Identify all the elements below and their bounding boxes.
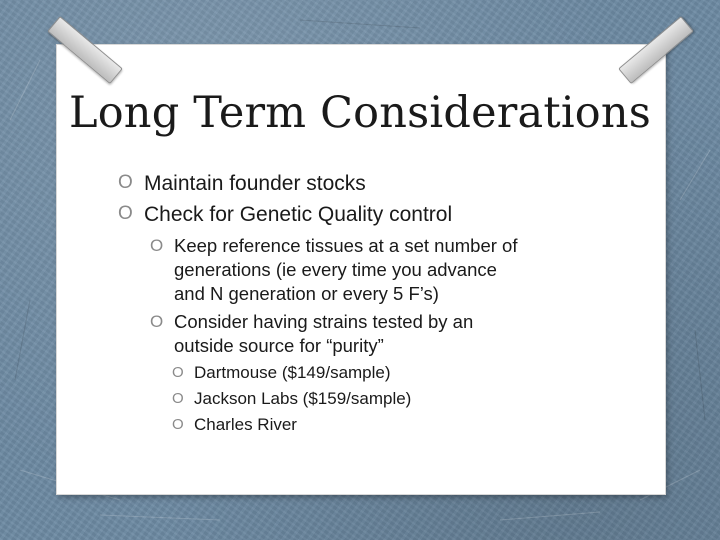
bullet-text-line: Keep reference tissues at a set number of bbox=[174, 235, 518, 256]
bullet-marker: O bbox=[172, 390, 184, 407]
slide-title: Long Term Considerations bbox=[68, 88, 652, 138]
bullet-text-line: Consider having strains tested by an bbox=[174, 311, 474, 332]
bullet-text: Charles River bbox=[194, 415, 297, 434]
bullet-text-line: and N generation or every 5 F’s) bbox=[174, 283, 439, 304]
bullet-marker: O bbox=[118, 203, 133, 224]
bullet-marker: O bbox=[150, 312, 164, 331]
bullet-marker: O bbox=[172, 416, 184, 433]
bullet-text: Jackson Labs ($159/sample) bbox=[194, 389, 412, 408]
bullet-text-line: generations (ie every time you advance bbox=[174, 259, 497, 280]
bullet-text: Check for Genetic Quality control bbox=[144, 203, 453, 226]
bullet-marker: O bbox=[118, 172, 133, 193]
bullet-marker: O bbox=[150, 236, 164, 255]
bullet-text-line: outside source for “purity” bbox=[174, 335, 384, 356]
bullet-text: Dartmouse ($149/sample) bbox=[194, 363, 391, 382]
bullet-text: Maintain founder stocks bbox=[144, 172, 366, 195]
bullet-marker: O bbox=[172, 364, 184, 381]
